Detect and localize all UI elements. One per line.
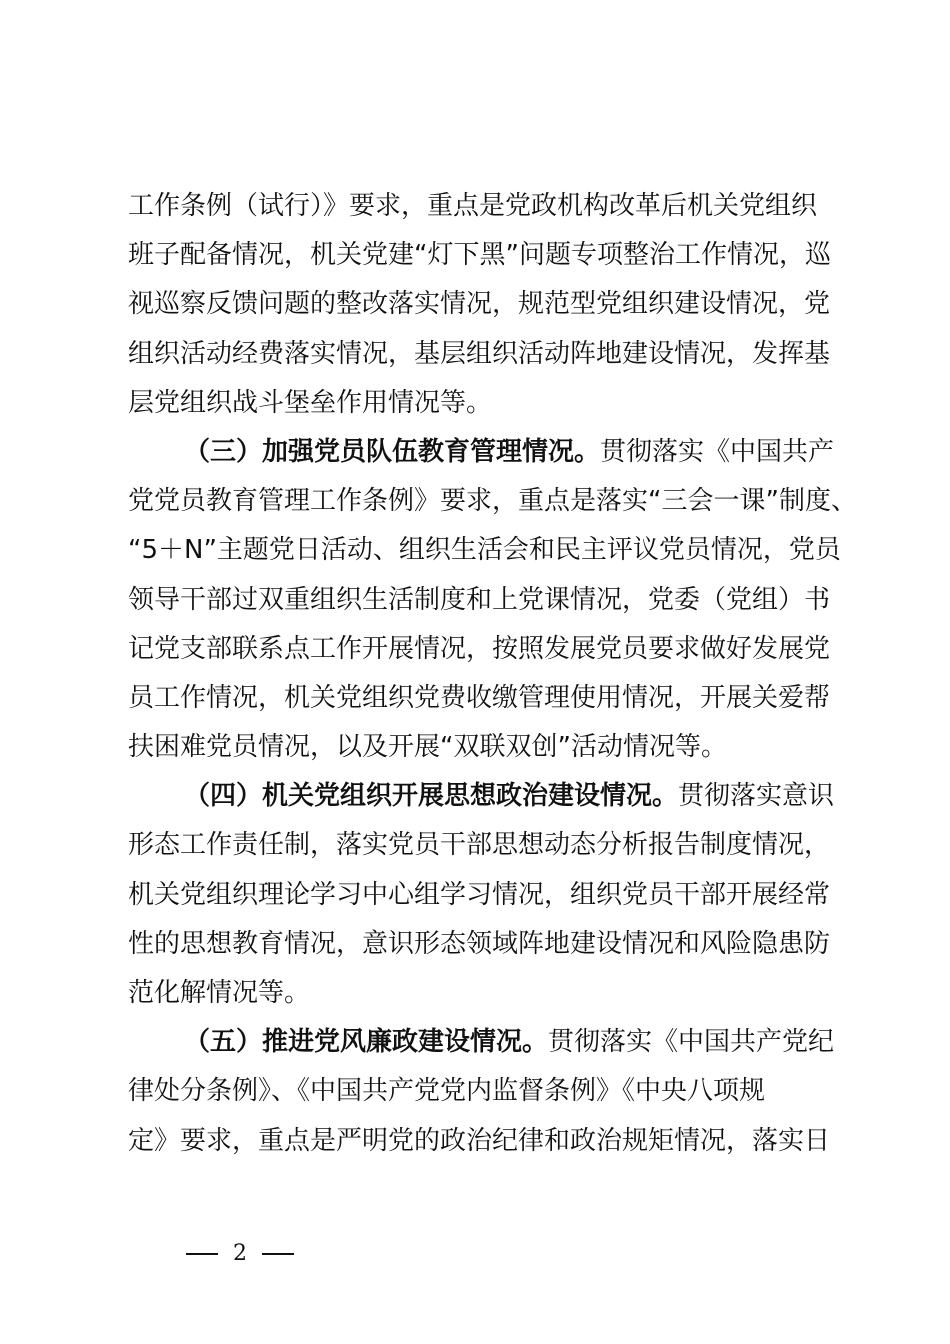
section-four-heading: （四）机关党组织开展思想政治建设情况。	[184, 781, 679, 812]
text-line: 律处分条例》、《中国共产党党内监督条例》《中央八项规	[128, 1076, 766, 1107]
page-footer	[178, 1240, 302, 1268]
text-line: 范化解情况等。	[128, 978, 311, 1008]
text-line: 工作条例（试行）》要求，重点是党政机构改革后机关党组织	[128, 191, 818, 221]
text-line: 层党组织战斗堡垒作用情况等。	[128, 387, 493, 418]
dash-right	[262, 1253, 294, 1255]
text-line: 班子配备情况，机关党建“灯下黑”问题专项整治工作情况，巡	[128, 240, 831, 271]
text-line: 员工作情况，机关党组织党费收缴管理使用情况，开展关爱帮	[128, 682, 831, 713]
section-four-first-line	[128, 772, 833, 821]
document-body	[128, 182, 857, 1166]
text-line-rest: 贯彻落实《中国共产党纪	[548, 1027, 835, 1058]
text-line: 视巡察反馈问题的整改落实情况，规范型党组织建设情况，党	[128, 289, 831, 320]
text-line: 定》要求，重点是严明党的政治纪律和政治规矩情况，落实日	[128, 1125, 831, 1156]
dash-left	[186, 1253, 218, 1255]
text-line-rest: 贯彻落实意识	[678, 781, 835, 812]
section-five-heading: （五）推进党风廉政建设情况。	[184, 1027, 549, 1058]
section-three-first-line	[128, 428, 833, 477]
text-line: 形态工作责任制，落实党员干部思想动态分析报告制度情况，	[128, 830, 831, 861]
text-line-rest: 贯彻落实《中国共产	[600, 436, 835, 467]
text-line: 领导干部过双重组织生活制度和上党课情况，党委（党组）书	[128, 584, 831, 615]
section-three-heading: （三）加强党员队伍教育管理情况。	[184, 436, 601, 467]
text-line: 性的思想教育情况，意识形态领域阵地建设情况和风险隐患防	[128, 928, 831, 959]
text-line: 记党支部联系点工作开展情况，按照发展党员要求做好发展党	[128, 633, 831, 664]
text-line: 扶困难党员情况，以及开展“双联双创”活动情况等。	[128, 732, 727, 763]
section-five-first-line	[128, 1018, 833, 1067]
text-line: 机关党组织理论学习中心组学习情况，组织党员干部开展经常	[128, 879, 831, 910]
page-number: 2	[233, 1241, 247, 1266]
text-line: 党党员教育管理工作条例》要求，重点是落实“三会一课”制度、	[128, 486, 857, 517]
text-line: “5＋N”主题党日活动、组织生活会和民主评议党员情况，党员	[128, 535, 841, 566]
text-line: 组织活动经费落实情况，基层组织活动阵地建设情况，发挥基	[128, 338, 831, 369]
